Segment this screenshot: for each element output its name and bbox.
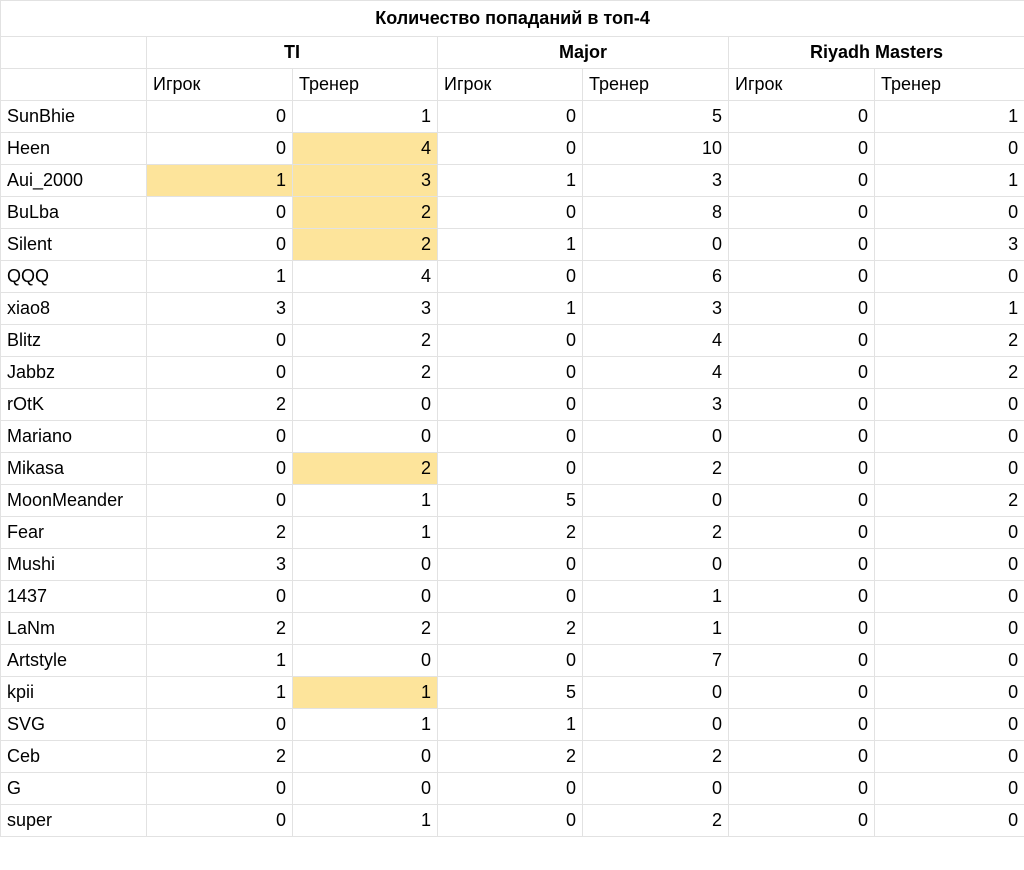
row-name-cell[interactable]: Jabbz <box>1 357 147 389</box>
cell-major-coach[interactable]: 0 <box>583 549 729 581</box>
table-row <box>1 197 1024 229</box>
cell-major-coach[interactable]: 0 <box>583 709 729 741</box>
cell-riyadh-player[interactable]: 0 <box>729 421 875 453</box>
cell-ti-player[interactable]: 0 <box>147 101 293 133</box>
table-row <box>1 229 1024 261</box>
cell-riyadh-player[interactable]: 0 <box>729 805 875 837</box>
table-title[interactable]: Количество попаданий в топ-4 <box>1 1 1024 37</box>
subheader-major-player[interactable]: Игрок <box>438 69 583 101</box>
cell-ti-player[interactable]: 0 <box>147 773 293 805</box>
cell-major-player[interactable]: 2 <box>438 517 583 549</box>
cell-major-player[interactable]: 0 <box>438 261 583 293</box>
cell-ti-player[interactable]: 2 <box>147 389 293 421</box>
cell-riyadh-coach[interactable]: 1 <box>875 101 1024 133</box>
empty-name-header-cell[interactable] <box>1 69 147 101</box>
cell-major-player[interactable]: 0 <box>438 325 583 357</box>
cell-ti-coach[interactable]: 1 <box>293 677 438 709</box>
cell-ti-coach[interactable]: 1 <box>293 709 438 741</box>
cell-riyadh-coach[interactable]: 0 <box>875 677 1024 709</box>
cell-ti-coach[interactable]: 1 <box>293 805 438 837</box>
row-name-cell[interactable]: Ceb <box>1 741 147 773</box>
empty-corner-cell[interactable] <box>1 37 147 69</box>
cell-major-coach[interactable]: 4 <box>583 325 729 357</box>
row-name-cell[interactable]: Blitz <box>1 325 147 357</box>
cell-major-player[interactable]: 5 <box>438 485 583 517</box>
row-name-cell[interactable]: SVG <box>1 709 147 741</box>
cell-major-player[interactable]: 1 <box>438 229 583 261</box>
cell-major-coach[interactable]: 0 <box>583 485 729 517</box>
cell-major-coach[interactable]: 7 <box>583 645 729 677</box>
cell-ti-coach[interactable]: 4 <box>293 261 438 293</box>
cell-ti-player[interactable]: 1 <box>147 645 293 677</box>
cell-major-coach[interactable]: 3 <box>583 389 729 421</box>
row-name-cell[interactable]: QQQ <box>1 261 147 293</box>
cell-major-player[interactable]: 1 <box>438 709 583 741</box>
row-name-cell[interactable]: Mushi <box>1 549 147 581</box>
cell-riyadh-coach[interactable]: 0 <box>875 613 1024 645</box>
cell-major-coach[interactable]: 2 <box>583 805 729 837</box>
cell-riyadh-coach[interactable]: 0 <box>875 133 1024 165</box>
table-row <box>1 325 1024 357</box>
cell-ti-player[interactable]: 2 <box>147 613 293 645</box>
cell-ti-player[interactable]: 0 <box>147 485 293 517</box>
cell-major-player[interactable]: 2 <box>438 613 583 645</box>
cell-ti-player[interactable]: 1 <box>147 165 293 197</box>
cell-ti-player[interactable]: 0 <box>147 229 293 261</box>
row-name-cell[interactable]: Artstyle <box>1 645 147 677</box>
row-name-cell[interactable]: SunBhie <box>1 101 147 133</box>
row-name-cell[interactable]: Mariano <box>1 421 147 453</box>
cell-major-coach[interactable]: 0 <box>583 229 729 261</box>
cell-major-coach[interactable]: 2 <box>583 517 729 549</box>
row-name-cell[interactable]: G <box>1 773 147 805</box>
cell-riyadh-player[interactable]: 0 <box>729 453 875 485</box>
subheader-riyadh-player[interactable]: Игрок <box>729 69 875 101</box>
table-row <box>1 357 1024 389</box>
table-row <box>1 421 1024 453</box>
cell-ti-coach[interactable]: 1 <box>293 517 438 549</box>
table-row <box>1 389 1024 421</box>
cell-major-player[interactable]: 0 <box>438 549 583 581</box>
cell-ti-player[interactable]: 0 <box>147 325 293 357</box>
cell-major-coach[interactable]: 10 <box>583 133 729 165</box>
cell-ti-player[interactable]: 0 <box>147 197 293 229</box>
title-row <box>1 1 1024 37</box>
cell-ti-coach[interactable]: 2 <box>293 613 438 645</box>
cell-riyadh-player[interactable]: 0 <box>729 709 875 741</box>
subheader-ti-player[interactable]: Игрок <box>147 69 293 101</box>
cell-major-player[interactable]: 0 <box>438 421 583 453</box>
subheader-row <box>1 69 1024 101</box>
cell-ti-player[interactable]: 0 <box>147 421 293 453</box>
table-row <box>1 485 1024 517</box>
table-row <box>1 517 1024 549</box>
cell-riyadh-coach[interactable]: 0 <box>875 581 1024 613</box>
cell-major-coach[interactable]: 3 <box>583 165 729 197</box>
cell-riyadh-coach[interactable]: 2 <box>875 325 1024 357</box>
cell-major-player[interactable]: 0 <box>438 805 583 837</box>
cell-ti-player[interactable]: 1 <box>147 261 293 293</box>
cell-riyadh-coach[interactable]: 0 <box>875 453 1024 485</box>
cell-riyadh-player[interactable]: 0 <box>729 261 875 293</box>
table-row <box>1 133 1024 165</box>
table-row <box>1 453 1024 485</box>
cell-riyadh-player[interactable]: 0 <box>729 165 875 197</box>
cell-major-player[interactable]: 0 <box>438 773 583 805</box>
cell-major-player[interactable]: 0 <box>438 357 583 389</box>
cell-riyadh-coach[interactable]: 0 <box>875 517 1024 549</box>
cell-riyadh-coach[interactable]: 0 <box>875 741 1024 773</box>
cell-ti-coach[interactable]: 3 <box>293 165 438 197</box>
cell-major-coach[interactable]: 2 <box>583 453 729 485</box>
table-row <box>1 741 1024 773</box>
table-row <box>1 101 1024 133</box>
cell-ti-coach[interactable]: 1 <box>293 485 438 517</box>
cell-riyadh-player[interactable]: 0 <box>729 517 875 549</box>
cell-riyadh-player[interactable]: 0 <box>729 197 875 229</box>
row-name-cell[interactable]: Heen <box>1 133 147 165</box>
cell-major-coach[interactable]: 5 <box>583 101 729 133</box>
group-header-major[interactable]: Major <box>438 37 729 69</box>
cell-riyadh-player[interactable]: 0 <box>729 325 875 357</box>
group-header-ti[interactable]: TI <box>147 37 438 69</box>
row-name-cell[interactable]: xiao8 <box>1 293 147 325</box>
cell-major-player[interactable]: 0 <box>438 133 583 165</box>
cell-major-coach[interactable]: 6 <box>583 261 729 293</box>
table-row <box>1 549 1024 581</box>
cell-ti-player[interactable]: 2 <box>147 517 293 549</box>
cell-major-coach[interactable]: 3 <box>583 293 729 325</box>
cell-riyadh-player[interactable]: 0 <box>729 357 875 389</box>
cell-ti-player[interactable]: 0 <box>147 709 293 741</box>
cell-major-coach[interactable]: 4 <box>583 357 729 389</box>
cell-ti-coach[interactable]: 0 <box>293 581 438 613</box>
cell-ti-player[interactable]: 0 <box>147 453 293 485</box>
cell-major-coach[interactable]: 0 <box>583 773 729 805</box>
cell-riyadh-coach[interactable]: 0 <box>875 197 1024 229</box>
row-name-cell[interactable]: Aui_2000 <box>1 165 147 197</box>
row-name-cell[interactable]: MoonMeander <box>1 485 147 517</box>
cell-ti-coach[interactable]: 2 <box>293 229 438 261</box>
cell-riyadh-player[interactable]: 0 <box>729 549 875 581</box>
cell-riyadh-player[interactable]: 0 <box>729 133 875 165</box>
cell-major-coach[interactable]: 0 <box>583 677 729 709</box>
cell-riyadh-player[interactable]: 0 <box>729 773 875 805</box>
cell-riyadh-coach[interactable]: 0 <box>875 261 1024 293</box>
cell-riyadh-player[interactable]: 0 <box>729 741 875 773</box>
cell-riyadh-coach[interactable]: 3 <box>875 229 1024 261</box>
cell-riyadh-coach[interactable]: 0 <box>875 389 1024 421</box>
table-row <box>1 645 1024 677</box>
cell-riyadh-coach[interactable]: 1 <box>875 165 1024 197</box>
cell-riyadh-player[interactable]: 0 <box>729 677 875 709</box>
cell-ti-coach[interactable]: 3 <box>293 293 438 325</box>
cell-ti-coach[interactable]: 0 <box>293 645 438 677</box>
row-name-cell[interactable]: BuLba <box>1 197 147 229</box>
cell-ti-player[interactable]: 2 <box>147 741 293 773</box>
cell-ti-player[interactable]: 3 <box>147 549 293 581</box>
cell-ti-player[interactable]: 0 <box>147 805 293 837</box>
cell-riyadh-coach[interactable]: 1 <box>875 293 1024 325</box>
group-header-row <box>1 37 1024 69</box>
table-row <box>1 165 1024 197</box>
cell-major-player[interactable]: 0 <box>438 197 583 229</box>
cell-major-coach[interactable]: 2 <box>583 741 729 773</box>
cell-riyadh-coach[interactable]: 2 <box>875 485 1024 517</box>
cell-riyadh-player[interactable]: 0 <box>729 613 875 645</box>
cell-ti-coach[interactable]: 2 <box>293 197 438 229</box>
cell-riyadh-coach[interactable]: 0 <box>875 709 1024 741</box>
cell-ti-player[interactable]: 0 <box>147 133 293 165</box>
cell-major-coach[interactable]: 0 <box>583 421 729 453</box>
row-name-cell[interactable]: kpii <box>1 677 147 709</box>
cell-riyadh-coach[interactable]: 0 <box>875 645 1024 677</box>
cell-riyadh-coach[interactable]: 0 <box>875 549 1024 581</box>
subheader-ti-coach[interactable]: Тренер <box>293 69 438 101</box>
cell-major-player[interactable]: 0 <box>438 101 583 133</box>
cell-riyadh-player[interactable]: 0 <box>729 485 875 517</box>
cell-ti-coach[interactable]: 0 <box>293 421 438 453</box>
cell-ti-player[interactable]: 0 <box>147 357 293 389</box>
row-name-cell[interactable]: super <box>1 805 147 837</box>
cell-riyadh-coach[interactable]: 0 <box>875 421 1024 453</box>
table-row <box>1 709 1024 741</box>
cell-ti-player[interactable]: 0 <box>147 581 293 613</box>
row-name-cell[interactable]: LaNm <box>1 613 147 645</box>
cell-riyadh-player[interactable]: 0 <box>729 645 875 677</box>
cell-major-player[interactable]: 1 <box>438 165 583 197</box>
row-name-cell[interactable]: Mikasa <box>1 453 147 485</box>
cell-major-player[interactable]: 0 <box>438 645 583 677</box>
cell-ti-player[interactable]: 1 <box>147 677 293 709</box>
cell-major-player[interactable]: 0 <box>438 581 583 613</box>
table-row <box>1 677 1024 709</box>
cell-riyadh-player[interactable]: 0 <box>729 101 875 133</box>
cell-ti-coach[interactable]: 0 <box>293 773 438 805</box>
cell-riyadh-coach[interactable]: 0 <box>875 805 1024 837</box>
cell-major-coach[interactable]: 1 <box>583 581 729 613</box>
cell-ti-coach[interactable]: 0 <box>293 741 438 773</box>
cell-major-player[interactable]: 2 <box>438 741 583 773</box>
table-row <box>1 613 1024 645</box>
cell-ti-coach[interactable]: 2 <box>293 357 438 389</box>
cell-riyadh-coach[interactable]: 2 <box>875 357 1024 389</box>
cell-riyadh-player[interactable]: 0 <box>729 389 875 421</box>
cell-major-coach[interactable]: 8 <box>583 197 729 229</box>
cell-riyadh-player[interactable]: 0 <box>729 229 875 261</box>
cell-major-player[interactable]: 0 <box>438 453 583 485</box>
subheader-riyadh-coach[interactable]: Тренер <box>875 69 1024 101</box>
row-name-cell[interactable]: Silent <box>1 229 147 261</box>
cell-major-coach[interactable]: 1 <box>583 613 729 645</box>
table-row <box>1 261 1024 293</box>
cell-major-player[interactable]: 1 <box>438 293 583 325</box>
cell-riyadh-player[interactable]: 0 <box>729 293 875 325</box>
cell-major-player[interactable]: 0 <box>438 389 583 421</box>
table-row <box>1 581 1024 613</box>
cell-riyadh-player[interactable]: 0 <box>729 581 875 613</box>
group-header-riyadh-masters[interactable]: Riyadh Masters <box>729 37 1024 69</box>
cell-ti-coach[interactable]: 0 <box>293 549 438 581</box>
cell-ti-player[interactable]: 3 <box>147 293 293 325</box>
cell-riyadh-coach[interactable]: 0 <box>875 773 1024 805</box>
row-name-cell[interactable]: Fear <box>1 517 147 549</box>
row-name-cell[interactable]: rOtK <box>1 389 147 421</box>
cell-major-player[interactable]: 5 <box>438 677 583 709</box>
cell-ti-coach[interactable]: 0 <box>293 389 438 421</box>
cell-ti-coach[interactable]: 2 <box>293 453 438 485</box>
table-row <box>1 805 1024 837</box>
table-row <box>1 293 1024 325</box>
row-name-cell[interactable]: 1437 <box>1 581 147 613</box>
cell-ti-coach[interactable]: 4 <box>293 133 438 165</box>
cell-ti-coach[interactable]: 2 <box>293 325 438 357</box>
table-row <box>1 773 1024 805</box>
cell-ti-coach[interactable]: 1 <box>293 101 438 133</box>
subheader-major-coach[interactable]: Тренер <box>583 69 729 101</box>
